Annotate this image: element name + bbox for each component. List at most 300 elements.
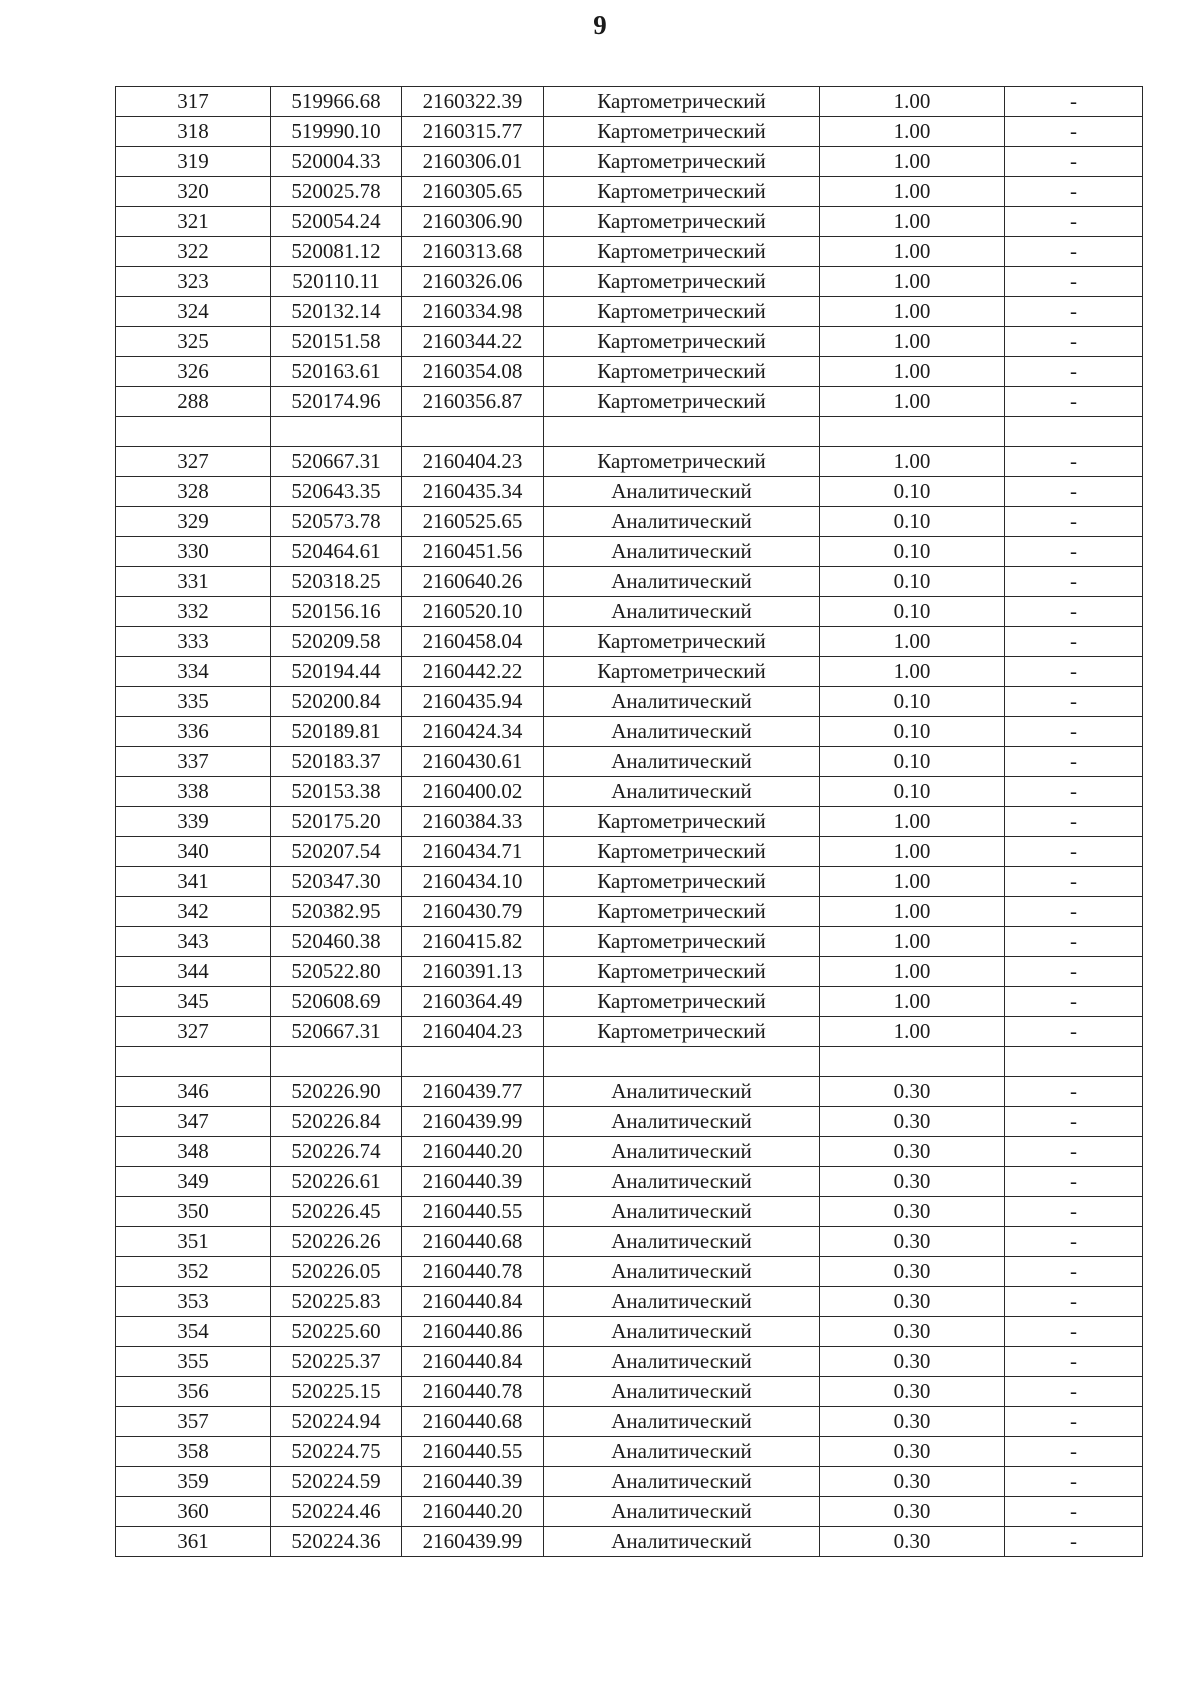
note-cell: - (1005, 747, 1143, 777)
method-cell: Картометрический (544, 897, 820, 927)
y-coordinate-cell: 2160451.56 (402, 537, 544, 567)
x-coordinate-cell: 520226.74 (271, 1137, 402, 1167)
x-coordinate-cell: 520151.58 (271, 327, 402, 357)
accuracy-cell: 0.30 (820, 1167, 1005, 1197)
table-row (116, 297, 1143, 327)
accuracy-cell: 1.00 (820, 867, 1005, 897)
point-number-cell: 339 (116, 807, 271, 837)
accuracy-cell: 0.30 (820, 1377, 1005, 1407)
x-coordinate-cell: 520225.37 (271, 1347, 402, 1377)
y-coordinate-cell: 2160400.02 (402, 777, 544, 807)
method-cell: Картометрический (544, 147, 820, 177)
point-number-cell: 321 (116, 207, 271, 237)
point-number-cell: 318 (116, 117, 271, 147)
point-number-cell: 340 (116, 837, 271, 867)
accuracy-cell: 0.10 (820, 597, 1005, 627)
accuracy-cell: 1.00 (820, 327, 1005, 357)
table-row (116, 717, 1143, 747)
method-cell: Картометрический (544, 807, 820, 837)
accuracy-cell: 0.10 (820, 777, 1005, 807)
y-coordinate-cell: 2160440.20 (402, 1497, 544, 1527)
note-cell: - (1005, 297, 1143, 327)
accuracy-cell: 1.00 (820, 147, 1005, 177)
y-coordinate-cell: 2160440.84 (402, 1347, 544, 1377)
y-coordinate-cell: 2160344.22 (402, 327, 544, 357)
table-row (116, 627, 1143, 657)
y-coordinate-cell (402, 1047, 544, 1077)
point-number-cell: 353 (116, 1287, 271, 1317)
x-coordinate-cell: 520225.60 (271, 1317, 402, 1347)
note-cell: - (1005, 1077, 1143, 1107)
x-coordinate-cell: 520200.84 (271, 687, 402, 717)
x-coordinate-cell: 520226.45 (271, 1197, 402, 1227)
accuracy-cell: 1.00 (820, 927, 1005, 957)
note-cell: - (1005, 507, 1143, 537)
note-cell: - (1005, 597, 1143, 627)
y-coordinate-cell: 2160430.61 (402, 747, 544, 777)
x-coordinate-cell: 520225.15 (271, 1377, 402, 1407)
x-coordinate-cell: 520207.54 (271, 837, 402, 867)
table-row (116, 1167, 1143, 1197)
y-coordinate-cell: 2160440.55 (402, 1437, 544, 1467)
method-cell: Аналитический (544, 1137, 820, 1167)
x-coordinate-cell: 520224.46 (271, 1497, 402, 1527)
point-number-cell: 348 (116, 1137, 271, 1167)
accuracy-cell: 1.00 (820, 837, 1005, 867)
table-row (116, 447, 1143, 477)
x-coordinate-cell: 520025.78 (271, 177, 402, 207)
y-coordinate-cell: 2160440.86 (402, 1317, 544, 1347)
x-coordinate-cell: 520224.36 (271, 1527, 402, 1557)
x-coordinate-cell: 520174.96 (271, 387, 402, 417)
separator-row (116, 1047, 1143, 1077)
point-number-cell: 327 (116, 447, 271, 477)
note-cell: - (1005, 1467, 1143, 1497)
method-cell: Аналитический (544, 1377, 820, 1407)
point-number-cell: 317 (116, 87, 271, 117)
method-cell: Картометрический (544, 207, 820, 237)
method-cell: Картометрический (544, 327, 820, 357)
x-coordinate-cell: 520226.84 (271, 1107, 402, 1137)
accuracy-cell: 0.10 (820, 687, 1005, 717)
accuracy-cell: 1.00 (820, 657, 1005, 687)
note-cell: - (1005, 537, 1143, 567)
method-cell: Аналитический (544, 537, 820, 567)
accuracy-cell: 0.30 (820, 1317, 1005, 1347)
accuracy-cell: 1.00 (820, 357, 1005, 387)
y-coordinate-cell: 2160354.08 (402, 357, 544, 387)
method-cell: Аналитический (544, 747, 820, 777)
note-cell: - (1005, 327, 1143, 357)
x-coordinate-cell: 520224.94 (271, 1407, 402, 1437)
x-coordinate-cell: 520110.11 (271, 267, 402, 297)
accuracy-cell: 1.00 (820, 627, 1005, 657)
table-row (116, 1287, 1143, 1317)
point-number-cell: 326 (116, 357, 271, 387)
point-number-cell: 344 (116, 957, 271, 987)
note-cell: - (1005, 867, 1143, 897)
table-row (116, 1377, 1143, 1407)
note-cell: - (1005, 807, 1143, 837)
note-cell: - (1005, 957, 1143, 987)
table-row (116, 957, 1143, 987)
table-row (116, 237, 1143, 267)
y-coordinate-cell: 2160440.78 (402, 1257, 544, 1287)
table-row (116, 147, 1143, 177)
x-coordinate-cell: 520608.69 (271, 987, 402, 1017)
y-coordinate-cell: 2160415.82 (402, 927, 544, 957)
accuracy-cell: 1.00 (820, 987, 1005, 1017)
note-cell: - (1005, 1347, 1143, 1377)
method-cell: Картометрический (544, 297, 820, 327)
method-cell: Картометрический (544, 957, 820, 987)
x-coordinate-cell: 520225.83 (271, 1287, 402, 1317)
point-number-cell: 331 (116, 567, 271, 597)
point-number-cell: 347 (116, 1107, 271, 1137)
note-cell: - (1005, 777, 1143, 807)
y-coordinate-cell: 2160305.65 (402, 177, 544, 207)
y-coordinate-cell: 2160439.99 (402, 1527, 544, 1557)
accuracy-cell: 0.30 (820, 1347, 1005, 1377)
point-number-cell: 334 (116, 657, 271, 687)
method-cell: Аналитический (544, 1167, 820, 1197)
y-coordinate-cell: 2160440.20 (402, 1137, 544, 1167)
x-coordinate-cell: 520643.35 (271, 477, 402, 507)
method-cell: Аналитический (544, 1527, 820, 1557)
method-cell: Аналитический (544, 1107, 820, 1137)
point-number-cell: 350 (116, 1197, 271, 1227)
x-coordinate-cell: 520347.30 (271, 867, 402, 897)
method-cell: Аналитический (544, 687, 820, 717)
note-cell: - (1005, 897, 1143, 927)
note-cell: - (1005, 207, 1143, 237)
point-number-cell: 333 (116, 627, 271, 657)
method-cell: Картометрический (544, 447, 820, 477)
y-coordinate-cell: 2160306.01 (402, 147, 544, 177)
point-number-cell: 338 (116, 777, 271, 807)
method-cell: Картометрический (544, 387, 820, 417)
x-coordinate-cell: 520226.26 (271, 1227, 402, 1257)
y-coordinate-cell: 2160391.13 (402, 957, 544, 987)
method-cell: Аналитический (544, 717, 820, 747)
note-cell: - (1005, 447, 1143, 477)
table-row (116, 1197, 1143, 1227)
method-cell: Картометрический (544, 177, 820, 207)
x-coordinate-cell: 520081.12 (271, 237, 402, 267)
method-cell: Аналитический (544, 1197, 820, 1227)
x-coordinate-cell: 520194.44 (271, 657, 402, 687)
point-number-cell: 329 (116, 507, 271, 537)
x-coordinate-cell (271, 417, 402, 447)
accuracy-cell: 0.30 (820, 1107, 1005, 1137)
method-cell: Аналитический (544, 777, 820, 807)
y-coordinate-cell: 2160442.22 (402, 657, 544, 687)
accuracy-cell: 0.10 (820, 537, 1005, 567)
table-row (116, 657, 1143, 687)
y-coordinate-cell: 2160440.68 (402, 1407, 544, 1437)
x-coordinate-cell: 520209.58 (271, 627, 402, 657)
note-cell: - (1005, 1527, 1143, 1557)
note-cell: - (1005, 717, 1143, 747)
y-coordinate-cell: 2160384.33 (402, 807, 544, 837)
x-coordinate-cell: 519966.68 (271, 87, 402, 117)
accuracy-cell: 0.10 (820, 567, 1005, 597)
y-coordinate-cell: 2160440.68 (402, 1227, 544, 1257)
y-coordinate-cell: 2160306.90 (402, 207, 544, 237)
x-coordinate-cell: 520004.33 (271, 147, 402, 177)
table-row (116, 1227, 1143, 1257)
note-cell: - (1005, 357, 1143, 387)
method-cell: Аналитический (544, 1287, 820, 1317)
accuracy-cell: 0.30 (820, 1497, 1005, 1527)
note-cell: - (1005, 1167, 1143, 1197)
x-coordinate-cell: 520667.31 (271, 447, 402, 477)
note-cell: - (1005, 117, 1143, 147)
accuracy-cell (820, 417, 1005, 447)
table-row (116, 1497, 1143, 1527)
note-cell: - (1005, 237, 1143, 267)
note-cell: - (1005, 687, 1143, 717)
accuracy-cell: 0.30 (820, 1227, 1005, 1257)
point-number-cell: 352 (116, 1257, 271, 1287)
table-row (116, 1017, 1143, 1047)
x-coordinate-cell: 520054.24 (271, 207, 402, 237)
method-cell: Картометрический (544, 987, 820, 1017)
point-number-cell: 320 (116, 177, 271, 207)
point-number-cell: 357 (116, 1407, 271, 1437)
method-cell: Аналитический (544, 477, 820, 507)
accuracy-cell: 1.00 (820, 267, 1005, 297)
y-coordinate-cell: 2160356.87 (402, 387, 544, 417)
point-number-cell: 349 (116, 1167, 271, 1197)
x-coordinate-cell: 520156.16 (271, 597, 402, 627)
y-coordinate-cell: 2160440.55 (402, 1197, 544, 1227)
x-coordinate-cell: 520522.80 (271, 957, 402, 987)
note-cell: - (1005, 1257, 1143, 1287)
point-number-cell: 356 (116, 1377, 271, 1407)
note-cell: - (1005, 267, 1143, 297)
x-coordinate-cell: 520189.81 (271, 717, 402, 747)
table-row (116, 687, 1143, 717)
note-cell: - (1005, 1227, 1143, 1257)
y-coordinate-cell: 2160525.65 (402, 507, 544, 537)
x-coordinate-cell: 520224.59 (271, 1467, 402, 1497)
table-row (116, 1107, 1143, 1137)
table-row (116, 837, 1143, 867)
accuracy-cell: 0.10 (820, 477, 1005, 507)
note-cell: - (1005, 1017, 1143, 1047)
point-number-cell: 341 (116, 867, 271, 897)
point-number-cell: 328 (116, 477, 271, 507)
method-cell: Картометрический (544, 927, 820, 957)
point-number-cell (116, 1047, 271, 1077)
point-number-cell: 358 (116, 1437, 271, 1467)
y-coordinate-cell: 2160404.23 (402, 1017, 544, 1047)
method-cell (544, 1047, 820, 1077)
accuracy-cell: 0.30 (820, 1257, 1005, 1287)
point-number-cell: 336 (116, 717, 271, 747)
y-coordinate-cell: 2160430.79 (402, 897, 544, 927)
table-row (116, 1407, 1143, 1437)
method-cell: Аналитический (544, 1467, 820, 1497)
note-cell: - (1005, 1107, 1143, 1137)
accuracy-cell: 0.30 (820, 1407, 1005, 1437)
method-cell: Аналитический (544, 507, 820, 537)
accuracy-cell: 1.00 (820, 447, 1005, 477)
accuracy-cell: 1.00 (820, 807, 1005, 837)
point-number-cell: 359 (116, 1467, 271, 1497)
point-number-cell: 324 (116, 297, 271, 327)
method-cell: Картометрический (544, 267, 820, 297)
accuracy-cell: 1.00 (820, 207, 1005, 237)
y-coordinate-cell: 2160640.26 (402, 567, 544, 597)
x-coordinate-cell: 520175.20 (271, 807, 402, 837)
x-coordinate-cell: 520226.90 (271, 1077, 402, 1107)
y-coordinate-cell: 2160520.10 (402, 597, 544, 627)
point-number-cell: 330 (116, 537, 271, 567)
accuracy-cell: 1.00 (820, 177, 1005, 207)
table-row (116, 1137, 1143, 1167)
method-cell (544, 417, 820, 447)
x-coordinate-cell: 520132.14 (271, 297, 402, 327)
point-number-cell: 322 (116, 237, 271, 267)
y-coordinate-cell: 2160424.34 (402, 717, 544, 747)
note-cell: - (1005, 627, 1143, 657)
table-row (116, 207, 1143, 237)
table-row (116, 507, 1143, 537)
method-cell: Картометрический (544, 1017, 820, 1047)
point-number-cell: 351 (116, 1227, 271, 1257)
method-cell: Аналитический (544, 597, 820, 627)
table-row (116, 807, 1143, 837)
x-coordinate-cell: 520163.61 (271, 357, 402, 387)
note-cell: - (1005, 147, 1143, 177)
y-coordinate-cell: 2160404.23 (402, 447, 544, 477)
note-cell: - (1005, 927, 1143, 957)
table-row (116, 897, 1143, 927)
note-cell: - (1005, 477, 1143, 507)
note-cell: - (1005, 1287, 1143, 1317)
method-cell: Аналитический (544, 1227, 820, 1257)
x-coordinate-cell: 520667.31 (271, 1017, 402, 1047)
note-cell: - (1005, 987, 1143, 1017)
point-number-cell: 360 (116, 1497, 271, 1527)
table-row (116, 1437, 1143, 1467)
note-cell (1005, 1047, 1143, 1077)
point-number-cell: 288 (116, 387, 271, 417)
y-coordinate-cell: 2160322.39 (402, 87, 544, 117)
table-row (116, 477, 1143, 507)
x-coordinate-cell: 520226.05 (271, 1257, 402, 1287)
accuracy-cell: 0.30 (820, 1467, 1005, 1497)
table-row (116, 597, 1143, 627)
separator-row (116, 417, 1143, 447)
table-row (116, 1077, 1143, 1107)
accuracy-cell: 0.30 (820, 1197, 1005, 1227)
y-coordinate-cell: 2160326.06 (402, 267, 544, 297)
point-number-cell (116, 417, 271, 447)
accuracy-cell: 1.00 (820, 237, 1005, 267)
y-coordinate-cell: 2160315.77 (402, 117, 544, 147)
table-row (116, 927, 1143, 957)
y-coordinate-cell: 2160440.39 (402, 1467, 544, 1497)
accuracy-cell: 1.00 (820, 297, 1005, 327)
y-coordinate-cell: 2160439.99 (402, 1107, 544, 1137)
point-number-cell: 346 (116, 1077, 271, 1107)
note-cell: - (1005, 177, 1143, 207)
method-cell: Картометрический (544, 237, 820, 267)
y-coordinate-cell: 2160440.39 (402, 1167, 544, 1197)
method-cell: Аналитический (544, 567, 820, 597)
table-row (116, 867, 1143, 897)
table-row (116, 177, 1143, 207)
x-coordinate-cell (271, 1047, 402, 1077)
accuracy-cell: 1.00 (820, 387, 1005, 417)
table-row (116, 267, 1143, 297)
note-cell: - (1005, 1377, 1143, 1407)
point-number-cell: 332 (116, 597, 271, 627)
x-coordinate-cell: 520153.38 (271, 777, 402, 807)
table-row (116, 567, 1143, 597)
table-row (116, 117, 1143, 147)
method-cell: Аналитический (544, 1077, 820, 1107)
accuracy-cell: 0.30 (820, 1287, 1005, 1317)
method-cell: Картометрический (544, 627, 820, 657)
note-cell: - (1005, 1197, 1143, 1227)
table-row (116, 1257, 1143, 1287)
point-number-cell: 355 (116, 1347, 271, 1377)
accuracy-cell: 0.10 (820, 717, 1005, 747)
point-number-cell: 323 (116, 267, 271, 297)
table-row (116, 357, 1143, 387)
table-row (116, 987, 1143, 1017)
note-cell: - (1005, 87, 1143, 117)
table-row (116, 1467, 1143, 1497)
y-coordinate-cell: 2160440.84 (402, 1287, 544, 1317)
note-cell: - (1005, 657, 1143, 687)
method-cell: Картометрический (544, 657, 820, 687)
table-row (116, 87, 1143, 117)
method-cell: Картометрический (544, 357, 820, 387)
accuracy-cell: 0.30 (820, 1077, 1005, 1107)
accuracy-cell: 0.30 (820, 1437, 1005, 1467)
accuracy-cell: 1.00 (820, 897, 1005, 927)
y-coordinate-cell: 2160434.10 (402, 867, 544, 897)
y-coordinate-cell (402, 417, 544, 447)
x-coordinate-cell: 520318.25 (271, 567, 402, 597)
accuracy-cell: 0.30 (820, 1527, 1005, 1557)
x-coordinate-cell: 520460.38 (271, 927, 402, 957)
method-cell: Аналитический (544, 1437, 820, 1467)
point-number-cell: 335 (116, 687, 271, 717)
table-row (116, 747, 1143, 777)
method-cell: Картометрический (544, 87, 820, 117)
y-coordinate-cell: 2160313.68 (402, 237, 544, 267)
table-row (116, 1527, 1143, 1557)
accuracy-cell (820, 1047, 1005, 1077)
point-number-cell: 325 (116, 327, 271, 357)
point-number-cell: 342 (116, 897, 271, 927)
accuracy-cell: 1.00 (820, 1017, 1005, 1047)
note-cell: - (1005, 1137, 1143, 1167)
x-coordinate-cell: 520573.78 (271, 507, 402, 537)
note-cell: - (1005, 567, 1143, 597)
note-cell: - (1005, 1317, 1143, 1347)
accuracy-cell: 1.00 (820, 87, 1005, 117)
note-cell: - (1005, 387, 1143, 417)
point-number-cell: 337 (116, 747, 271, 777)
page-number: 9 (593, 10, 607, 40)
